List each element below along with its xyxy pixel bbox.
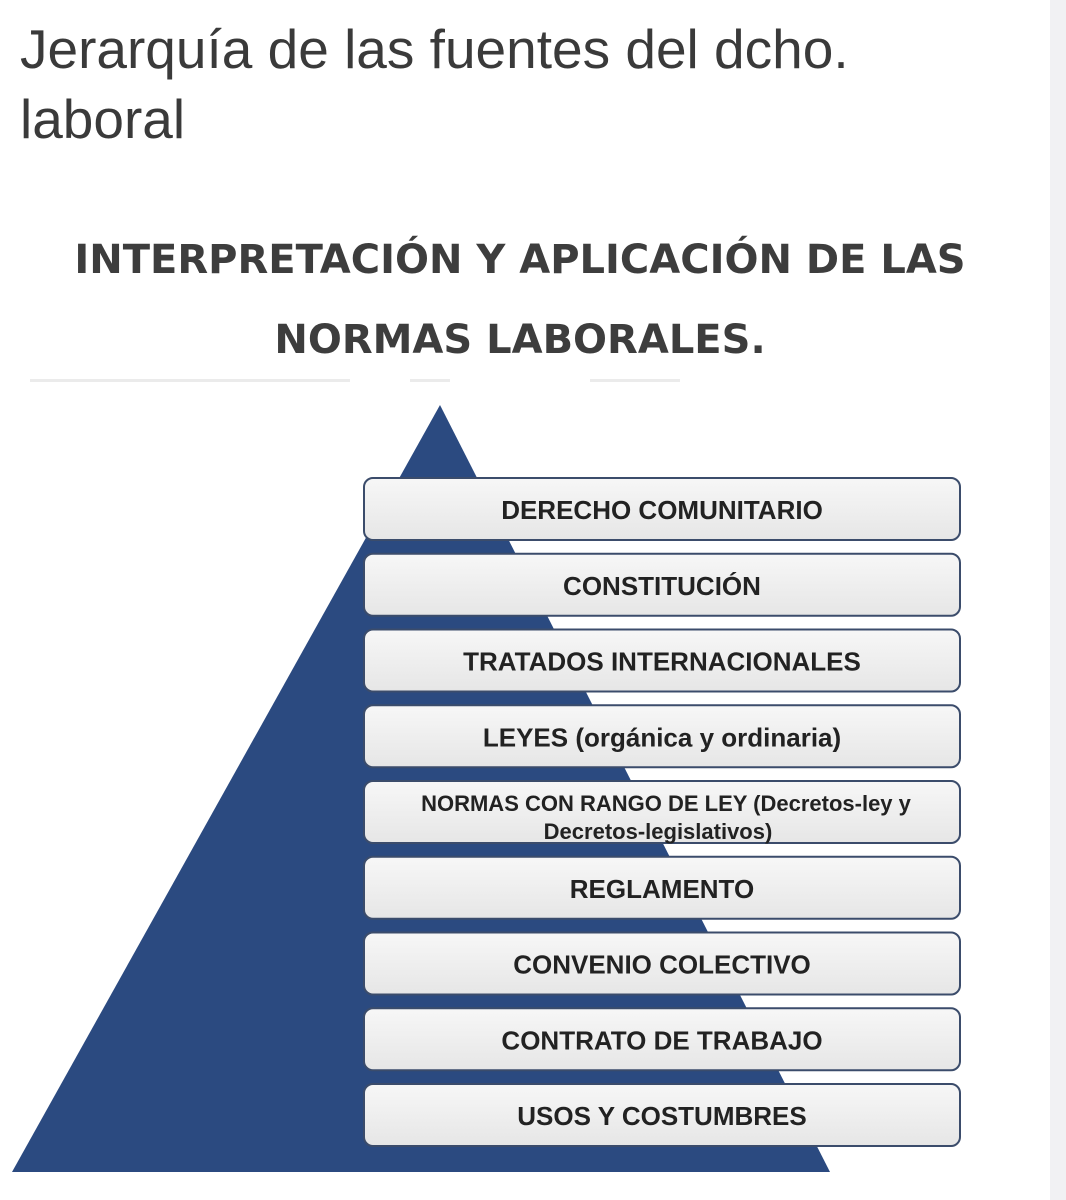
level-label: DERECHO COMUNITARIO <box>501 495 823 525</box>
level-label: REGLAMENTO <box>569 873 755 904</box>
pyramid-levels <box>364 478 960 1146</box>
level-label: CONSTITUCIÓN <box>563 570 761 601</box>
level-label: CONTRATO DE TRABAJO <box>501 1025 823 1056</box>
level-label: USOS Y COSTUMBRES <box>517 1101 807 1131</box>
pyramid-level <box>364 630 960 692</box>
pyramid-level <box>364 1084 960 1146</box>
pyramid-level <box>364 1008 960 1070</box>
level-label: CONVENIO COLECTIVO <box>513 949 811 980</box>
pyramid-level <box>364 933 960 995</box>
pyramid-level <box>364 857 960 919</box>
level-label: NORMAS CON RANGO DE LEY (Decretos-ley y <box>421 791 911 816</box>
level-label: TRATADOS INTERNACIONALES <box>463 646 861 677</box>
pyramid-level <box>364 781 960 844</box>
pyramid-level <box>364 705 960 767</box>
level-label: Decretos-legislativos) <box>543 819 773 844</box>
pyramid-level <box>364 554 960 616</box>
pyramid-level <box>364 478 960 540</box>
page-title: Jerarquía de las fuentes del dcho. laboral <box>20 18 849 150</box>
level-label: LEYES (orgánica y ordinaria) <box>482 722 842 753</box>
section-heading: INTERPRETACIÓN Y APLICACIÓN DE LAS NORMAS LABORALES. <box>74 237 966 363</box>
